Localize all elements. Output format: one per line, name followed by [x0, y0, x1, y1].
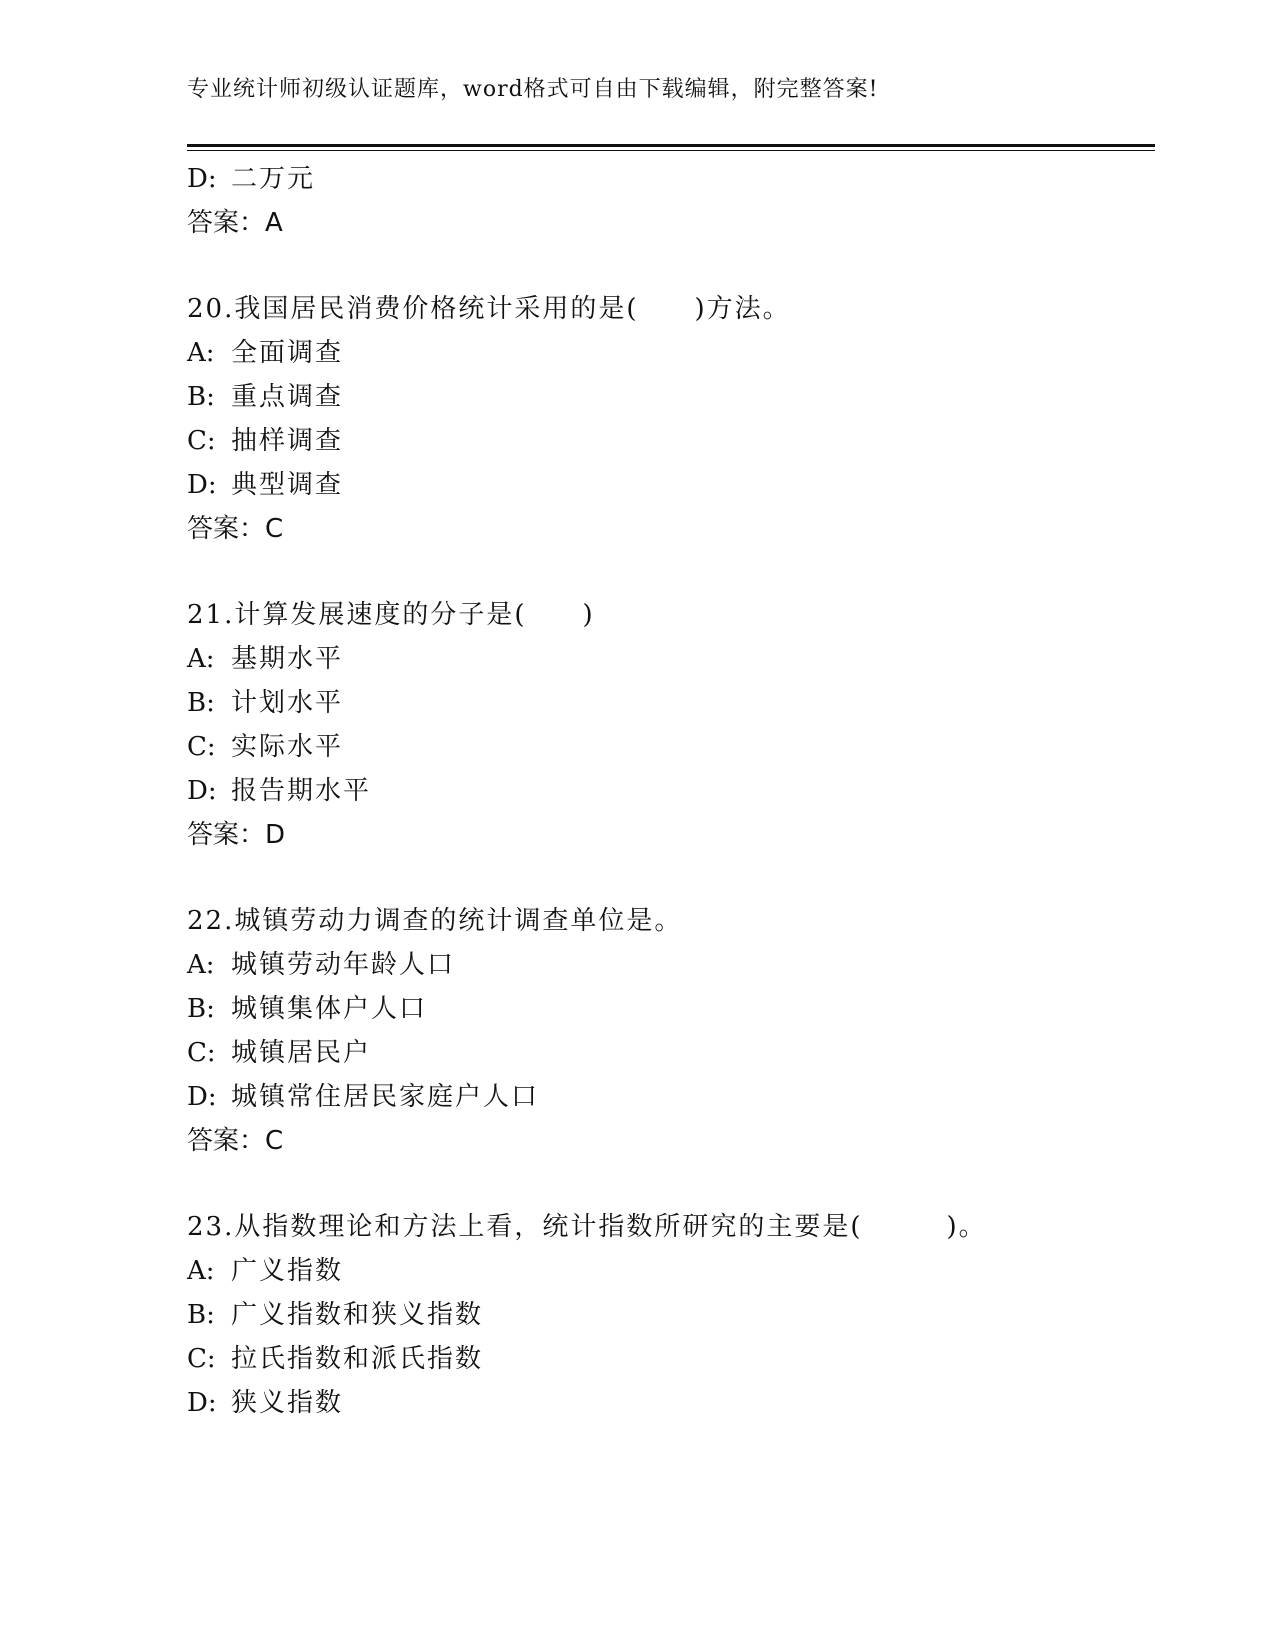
option-text: 报告期水平: [231, 776, 372, 806]
option-text: 基期水平: [231, 644, 344, 674]
answer: 答案：A: [187, 208, 283, 238]
answer: 答案：C: [187, 514, 284, 544]
option-b: [187, 1294, 483, 1331]
option-a: [187, 332, 343, 369]
option-label: B:: [187, 1300, 215, 1330]
option-label: A:: [187, 338, 215, 368]
option-text: 实际水平: [231, 732, 344, 762]
option-label: D:: [187, 1082, 217, 1112]
question-stem: 20.我国居民消费价格统计采用的是( )方法。: [187, 294, 791, 324]
option-c: [187, 1032, 371, 1069]
option-text: 城镇劳动年龄人口: [231, 950, 456, 980]
option-d: [187, 1076, 539, 1113]
option-a: [187, 638, 343, 675]
option-d: [187, 464, 343, 501]
question-stem: 21.计算发展速度的分子是( ): [187, 600, 595, 630]
option-a: [187, 1250, 343, 1287]
option-b: [187, 376, 343, 413]
option-text: 典型调查: [231, 470, 344, 500]
question-stem: 22.城镇劳动力调查的统计调查单位是。: [187, 906, 683, 936]
option-label: C:: [187, 1038, 216, 1068]
option-text: 拉氏指数和派氏指数: [231, 1344, 484, 1374]
option-text: 抽样调查: [231, 426, 344, 456]
option-label: C:: [187, 426, 216, 456]
option-label: D:: [187, 776, 217, 806]
answer: 答案：C: [187, 1126, 284, 1156]
option-label: C:: [187, 1344, 216, 1374]
option-label: B:: [187, 688, 215, 718]
option-label: A:: [187, 1256, 215, 1286]
option-text: 重点调查: [231, 382, 344, 412]
option-label: D:: [187, 1388, 217, 1418]
option-c: [187, 420, 343, 457]
option-label: A:: [187, 950, 215, 980]
option-label: B:: [187, 382, 215, 412]
option-d: [187, 770, 371, 807]
option-label: D:: [187, 470, 217, 500]
header-rule-thick: [187, 144, 1155, 147]
option-b: [187, 988, 427, 1025]
option-b: [187, 682, 343, 719]
option-text: 城镇集体户人口: [231, 994, 428, 1024]
answer: 答案：D: [187, 820, 286, 850]
option-a: [187, 944, 455, 981]
option-text: 全面调查: [231, 338, 344, 368]
question-stem: 23.从指数理论和方法上看，统计指数所研究的主要是( )。: [187, 1212, 987, 1242]
option-d: [187, 1382, 343, 1419]
page-header: 专业统计师初级认证题库，word格式可自由下载编辑，附完整答案!: [187, 77, 879, 102]
option-text: 城镇居民户: [231, 1038, 372, 1068]
option-label: A:: [187, 644, 215, 674]
option-c: [187, 1338, 483, 1375]
option-c: [187, 726, 343, 763]
option-text: 广义指数: [231, 1256, 344, 1286]
option-text: 狭义指数: [231, 1388, 344, 1418]
option-text: 城镇常住居民家庭户人口: [231, 1082, 540, 1112]
option-text: 计划水平: [231, 688, 344, 718]
option-text: 广义指数和狭义指数: [231, 1300, 484, 1330]
option-d: [187, 158, 315, 195]
option-label: D:: [187, 164, 217, 194]
option-label: B:: [187, 994, 215, 1024]
header-rule-thin: [187, 150, 1155, 151]
option-text: 二万元: [231, 164, 316, 194]
option-label: C:: [187, 732, 216, 762]
